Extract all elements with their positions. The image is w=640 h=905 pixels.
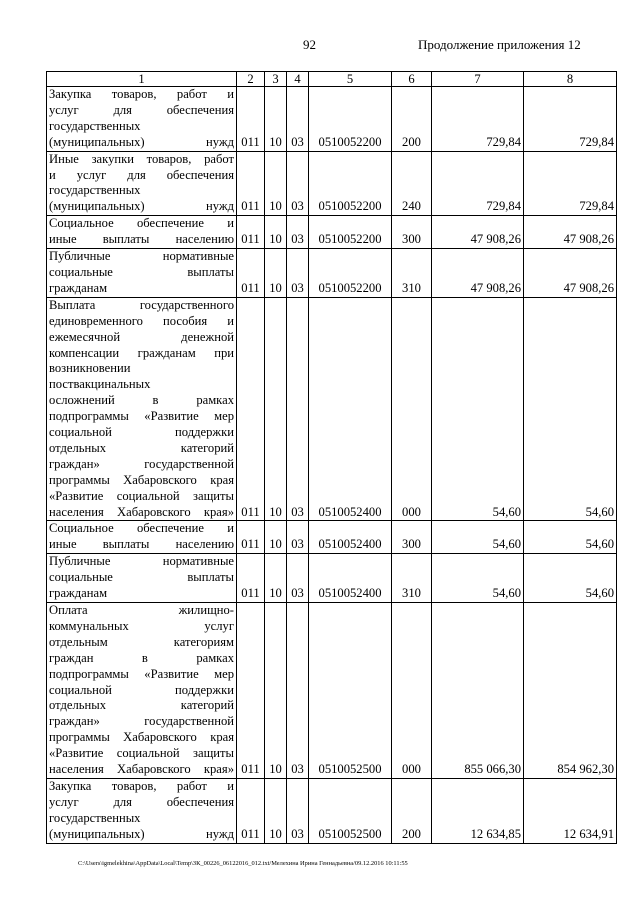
description-line: государственных — [49, 118, 141, 133]
subsection-code: 03 — [287, 297, 309, 521]
expense-type-code: 200 — [392, 778, 432, 843]
description-line: компенсации гражданам при — [49, 345, 234, 360]
table-row — [47, 151, 617, 216]
approved-amount: 47 908,26 — [432, 216, 524, 249]
table-row — [47, 603, 617, 779]
executed-amount: 54,60 — [524, 554, 617, 603]
table-row — [47, 87, 617, 152]
description-line: подпрограммы «Развитие мер — [49, 666, 234, 681]
description-line: (муниципальных) нужд — [49, 134, 234, 149]
row-description — [47, 603, 237, 779]
subsection-code: 03 — [287, 778, 309, 843]
expense-type-code: 310 — [392, 554, 432, 603]
description-line: Социальное обеспечение и — [49, 216, 234, 231]
description-line: программы Хабаровского края — [49, 472, 234, 487]
description-line: государственных — [49, 810, 141, 825]
budget-chapter-code: 011 — [237, 249, 265, 298]
description-line: Социальное обеспечение и — [49, 521, 234, 536]
description-line: Иные закупки товаров, работ — [49, 151, 234, 166]
section-code: 10 — [265, 87, 287, 152]
budget-table — [46, 71, 617, 844]
executed-amount: 729,84 — [524, 151, 617, 216]
executed-amount: 54,60 — [524, 297, 617, 521]
subsection-code: 03 — [287, 151, 309, 216]
subsection-code: 03 — [287, 249, 309, 298]
expense-type-code: 000 — [392, 297, 432, 521]
description-line: граждан в рамках — [49, 650, 234, 665]
expense-type-code: 300 — [392, 216, 432, 249]
description-line: Закупка товаров, работ и — [49, 87, 234, 101]
row-description — [47, 778, 237, 843]
table-row — [47, 297, 617, 521]
section-code: 10 — [265, 249, 287, 298]
budget-chapter-code: 011 — [237, 151, 265, 216]
row-description — [47, 151, 237, 216]
expense-type-code: 240 — [392, 151, 432, 216]
section-code: 10 — [265, 521, 287, 554]
description-line: (муниципальных) нужд — [49, 826, 234, 841]
executed-amount: 729,84 — [524, 87, 617, 152]
page-number: 92 — [303, 37, 316, 52]
description-line: Выплата государственного — [49, 297, 234, 312]
executed-amount: 854 962,30 — [524, 603, 617, 779]
column-number: 2 — [237, 72, 265, 87]
description-line: Публичные нормативные — [49, 249, 234, 264]
subsection-code: 03 — [287, 87, 309, 152]
description-line: гражданам — [49, 586, 108, 601]
executed-amount: 47 908,26 — [524, 249, 617, 298]
description-line: подпрограммы «Развитие мер — [49, 409, 234, 424]
target-item-code: 0510052200 — [309, 87, 392, 152]
target-item-code: 0510052500 — [309, 603, 392, 779]
subsection-code: 03 — [287, 216, 309, 249]
approved-amount: 54,60 — [432, 554, 524, 603]
column-number: 5 — [309, 72, 392, 87]
subsection-code: 03 — [287, 521, 309, 554]
description-line: услуг для обеспечения — [49, 794, 234, 809]
column-number: 4 — [287, 72, 309, 87]
budget-chapter-code: 011 — [237, 87, 265, 152]
section-code: 10 — [265, 778, 287, 843]
description-line: социальные выплаты — [49, 264, 234, 279]
description-line: социальной поддержки — [49, 682, 234, 697]
budget-chapter-code: 011 — [237, 297, 265, 521]
row-description — [47, 87, 237, 152]
column-number: 1 — [47, 72, 237, 87]
section-code: 10 — [265, 297, 287, 521]
row-description — [47, 521, 237, 554]
target-item-code: 0510052200 — [309, 216, 392, 249]
description-line: иные выплаты населению — [49, 232, 234, 247]
description-line: отдельных категорий — [49, 698, 234, 713]
subsection-code: 03 — [287, 603, 309, 779]
description-line: поствакцинальных — [49, 377, 151, 392]
approved-amount: 47 908,26 — [432, 249, 524, 298]
section-code: 10 — [265, 554, 287, 603]
target-item-code: 0510052200 — [309, 249, 392, 298]
approved-amount: 54,60 — [432, 297, 524, 521]
table-row — [47, 778, 617, 843]
table-row — [47, 521, 617, 554]
column-number-row — [47, 72, 617, 87]
description-line: отдельным категориям — [49, 634, 234, 649]
column-number: 3 — [265, 72, 287, 87]
target-item-code: 0510052400 — [309, 521, 392, 554]
description-line: граждан» государственной — [49, 456, 234, 471]
approved-amount: 12 634,85 — [432, 778, 524, 843]
description-line: коммунальных услуг — [49, 618, 234, 633]
row-description — [47, 216, 237, 249]
description-line: возникновении — [49, 361, 131, 376]
approved-amount: 54,60 — [432, 521, 524, 554]
executed-amount: 12 634,91 — [524, 778, 617, 843]
budget-chapter-code: 011 — [237, 778, 265, 843]
description-line: Закупка товаров, работ и — [49, 778, 234, 793]
description-line: отдельных категорий — [49, 440, 234, 455]
budget-chapter-code: 011 — [237, 554, 265, 603]
section-code: 10 — [265, 151, 287, 216]
expense-type-code: 310 — [392, 249, 432, 298]
description-line: гражданам — [49, 280, 108, 295]
description-line: социальные выплаты — [49, 570, 234, 585]
approved-amount: 729,84 — [432, 151, 524, 216]
description-line: услуг для обеспечения — [49, 102, 234, 117]
expense-type-code: 000 — [392, 603, 432, 779]
approved-amount: 729,84 — [432, 87, 524, 152]
executed-amount: 54,60 — [524, 521, 617, 554]
column-number: 8 — [524, 72, 617, 87]
table-row — [47, 554, 617, 603]
target-item-code: 0510052500 — [309, 778, 392, 843]
table-body — [47, 72, 617, 844]
section-code: 10 — [265, 603, 287, 779]
budget-chapter-code: 011 — [237, 521, 265, 554]
section-code: 10 — [265, 216, 287, 249]
description-line: иные выплаты населению — [49, 537, 234, 552]
expense-type-code: 200 — [392, 87, 432, 152]
description-line: единовременного пособия и — [49, 313, 234, 328]
row-description — [47, 249, 237, 298]
table-row — [47, 216, 617, 249]
table-row — [47, 249, 617, 298]
subsection-code: 03 — [287, 554, 309, 603]
footer-file-path: C:\Users\igmelekhina\AppData\Local\Temp\ЗК_00226_06122016_012.txt/Мелехина Ирина Геннадьевна/09.12.2016 10:11:55 — [78, 860, 408, 867]
description-line: «Развитие социальной защиты — [49, 488, 234, 503]
description-line: осложнений в рамках — [49, 393, 234, 408]
row-description — [47, 297, 237, 521]
description-line: граждан» государственной — [49, 714, 234, 729]
approved-amount: 855 066,30 — [432, 603, 524, 779]
description-line: и услуг для обеспечения — [49, 167, 234, 182]
description-line: программы Хабаровского края — [49, 730, 234, 745]
description-line: «Развитие социальной защиты — [49, 746, 234, 761]
row-description — [47, 554, 237, 603]
description-line: (муниципальных) нужд — [49, 199, 234, 214]
description-line: социальной поддержки — [49, 425, 234, 440]
column-number: 7 — [432, 72, 524, 87]
description-line: Публичные нормативные — [49, 554, 234, 569]
description-line: государственных — [49, 183, 141, 198]
description-line: населения Хабаровского края» — [49, 762, 234, 777]
executed-amount: 47 908,26 — [524, 216, 617, 249]
budget-chapter-code: 011 — [237, 603, 265, 779]
target-item-code: 0510052400 — [309, 554, 392, 603]
description-line: ежемесячной денежной — [49, 329, 234, 344]
description-line: Оплата жилищно- — [49, 603, 234, 617]
description-line: населения Хабаровского края» — [49, 504, 234, 519]
target-item-code: 0510052400 — [309, 297, 392, 521]
target-item-code: 0510052200 — [309, 151, 392, 216]
continuation-label: Продолжение приложения 12 — [418, 37, 581, 52]
budget-chapter-code: 011 — [237, 216, 265, 249]
expense-type-code: 300 — [392, 521, 432, 554]
column-number: 6 — [392, 72, 432, 87]
